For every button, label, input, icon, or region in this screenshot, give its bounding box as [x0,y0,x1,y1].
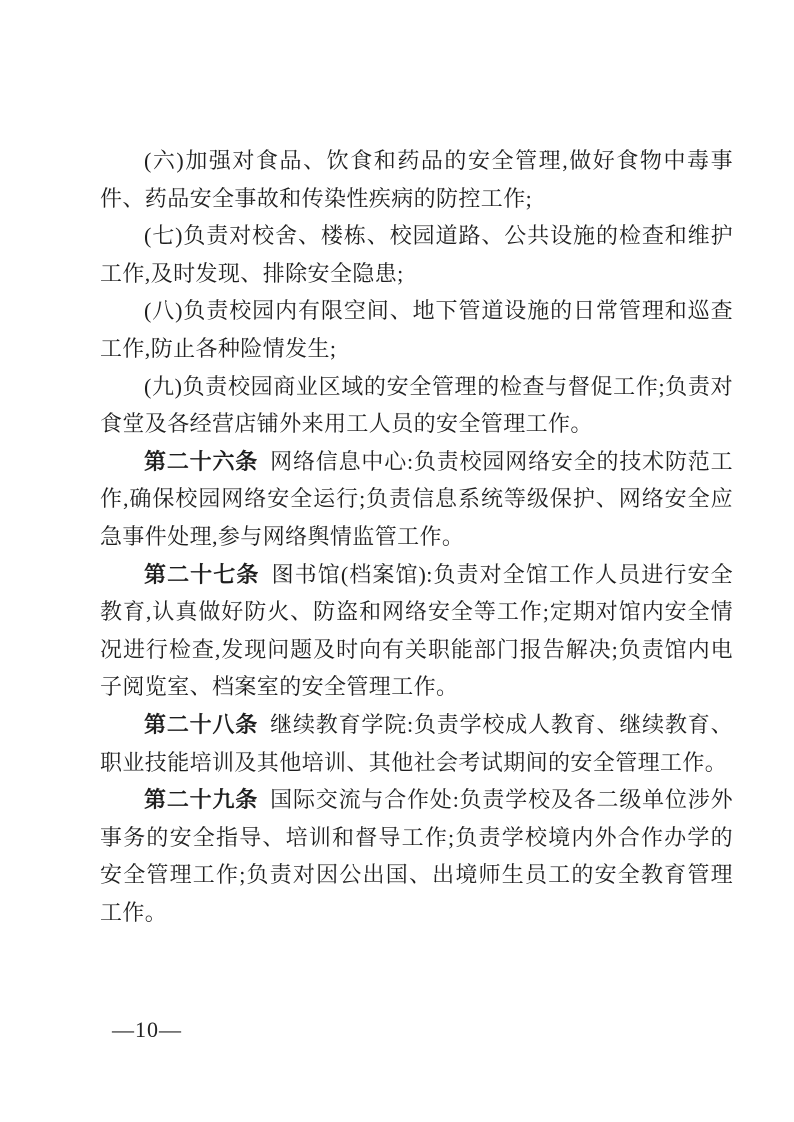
article-28-number: 第二十八条 [144,711,259,737]
article-26 [100,443,733,556]
page-number: —10— [112,1017,182,1042]
clause-text: (九)负责校园商业区域的安全管理的检查与督促工作;负责对食堂及各经营店铺外来用工人员的安全管理工作。 [100,373,733,437]
article-27-number: 第二十七条 [144,561,260,587]
clause-item-7 [100,217,733,292]
document-body [100,142,733,931]
article-29-number: 第二十九条 [144,787,259,813]
clause-text: (七)负责对校舍、楼栋、校园道路、公共设施的检查和维护工作,及时发现、排除安全隐患; [100,223,733,286]
article-27-text: 图书馆(档案馆):负责对全馆工作人员进行安全教育,认真做好防火、防盗和网络安全等工作;定期对馆内安全情况进行检查,发现问题及时向有关职能部门报告解决;负责馆内电子阅览室、档案室的安全管理工作。 [100,561,733,700]
article-29 [100,781,733,931]
article-26-number: 第二十六条 [144,448,259,474]
clause-text: (八)负责校园内有限空间、地下管道设施的日常管理和巡查工作,防止各种险情发生; [100,298,733,361]
article-28 [100,706,733,781]
article-27 [100,556,733,706]
clause-item-8 [100,292,733,367]
clause-text: (六)加强对食品、饮食和药品的安全管理,做好食物中毒事件、药品安全事故和传染性疾病的防控工作; [100,148,733,211]
clause-item-9 [100,368,733,443]
clause-item-6 [100,142,733,217]
article-28-text: 继续教育学院:负责学校成人教育、继续教育、职业技能培训及其他培训、其他社会考试期间的安全管理工作。 [100,711,733,775]
article-26-text: 网络信息中心:负责校园网络安全的技术防范工作,确保校园网络安全运行;负责信息系统等级保护、网络安全应急事件处理,参与网络舆情监管工作。 [100,448,733,549]
article-29-text: 国际交流与合作处:负责学校及各二级单位涉外事务的安全指导、培训和督导工作;负责学校境内外合作办学的安全管理工作;负责对因公出国、出境师生员工的安全教育管理工作。 [100,787,733,925]
